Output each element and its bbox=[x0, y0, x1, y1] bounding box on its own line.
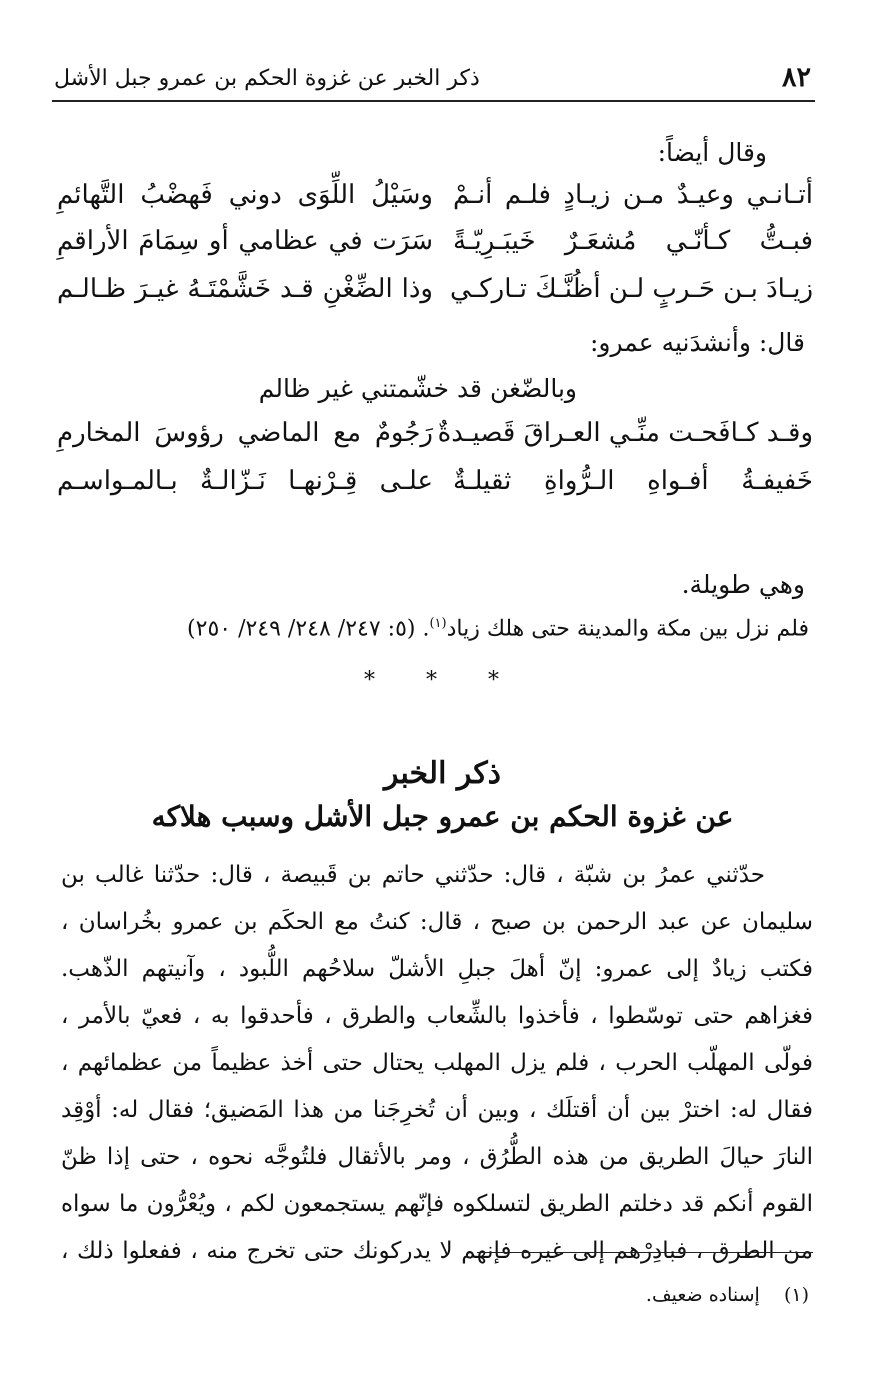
verse-1-second-hemistich: وسَيْلُ اللِّوَى دوني فَهضْبُ التَّهائمِ bbox=[57, 180, 433, 210]
citation-text: فلم نزل بين مكة والمدينة حتى هلك زياد bbox=[446, 616, 809, 642]
section-heading: ذكر الخبر bbox=[383, 756, 502, 791]
page-number: ٨٢ bbox=[781, 62, 811, 93]
body-line: فولّى المهلّب الحرب ، فلم يزل المهلب يحتال حتى أخذ عظيماً من عظمائهم ، bbox=[61, 1050, 813, 1076]
footnote-rule bbox=[477, 1252, 813, 1253]
body-line: فكتب زيادٌ إلى عمرو: إنّ أهلَ جبلِ الأشلّ سلاحُهم اللُّبود ، وآنيتهم الذّهب. bbox=[61, 956, 813, 982]
verse-5-second-hemistich: علـى قِـرْنهـا نَـزّالـةٌ بـالمـواسـم bbox=[57, 466, 433, 496]
footnote-text: إسناده ضعيف. bbox=[645, 1284, 760, 1306]
body-line: النارَ حيالَ الطريق من هذه الطُّرُق ، ومر بالأثقال فلتُوجَّه نحوه ، حتى إذا ظنّ bbox=[61, 1144, 813, 1170]
verse-2-second-hemistich: سَرَت في عظامي أو سِمَامَ الأراقمِ bbox=[57, 226, 433, 256]
page-header bbox=[52, 62, 815, 102]
poem2-intro: قال: وأنشدَنيه عمرو: bbox=[589, 328, 805, 357]
footnote bbox=[646, 1284, 809, 1306]
body-line: حدّثني عمرُ بن شبّة ، قال: حدّثني حاتم بن قَبيصة ، قال: حدّثنا غالب بن bbox=[61, 862, 765, 888]
verse-4-first-hemistich: وقـد كـافَحـت منِّـي العـراقَ قَصيـدةٌ bbox=[437, 418, 813, 448]
body-line: القوم أنكم قد دخلتم الطريق لتسلكوه فإنّهم يستجمعون لكم ، ويُعْرُّون ما سواه bbox=[61, 1191, 813, 1217]
verse-5-first-hemistich: خَفيفـةُ أفـواهِ الـرُّواةِ ثقيلـةٌ bbox=[453, 466, 813, 496]
body-line: من الطرق ، فبادِرْهم إلى غيره فإنهم لا يدركونك حتى تخرج منه ، ففعلوا ذلك ، bbox=[61, 1238, 813, 1264]
poem1-intro: وقال أيضاً: bbox=[657, 138, 767, 167]
footnote-marker: (١) bbox=[783, 1284, 809, 1306]
verse-4-second-hemistich: رَجُومٌ مع الماضي رؤوسَ المخارمِ bbox=[57, 418, 433, 448]
verse-2-first-hemistich: فبـتُّ كـأنّـي مُشعَـرٌ خَيبَـرِيّـةً bbox=[453, 226, 813, 256]
verse-3-first-hemistich: زيـادَ بـن حَـربٍ لـن أظُنَّـكَ تـاركـي bbox=[449, 274, 813, 304]
section-subheading: عن غزوة الحكم بن عمرو جبل الأشل وسبب هلاكه bbox=[151, 800, 734, 833]
section-separator: * * * bbox=[364, 668, 521, 693]
citation-line bbox=[187, 616, 809, 641]
verse-1-first-hemistich: أتـانـي وعيـدٌ مـن زيـادٍ فلـم أنـمْ bbox=[453, 180, 813, 210]
footnote-reference: (١) bbox=[429, 616, 447, 631]
body-line: فغزاهم حتى توسّطوا ، فأخذوا بالشِّعاب والطرق ، فأحدقوا به ، فعيّ بالأمر ، bbox=[61, 1003, 813, 1029]
poem-closing-note: وهي طويلة. bbox=[681, 570, 805, 599]
body-line: فقال له: اخترْ بين أن أقتلَك ، وبين أن تُخرِجَنا من هذا المَضيق؛ فقال له: أوْقِد bbox=[61, 1097, 813, 1123]
running-title: ذكر الخبر عن غزوة الحكم بن عمرو جبل الأشل bbox=[54, 66, 480, 91]
poem2-single-line: وبالضّغن قد خشّمتني غير ظالم bbox=[258, 374, 577, 403]
citation-reference: . (٥: ٢٤٧/ ٢٤٨/ ٢٤٩/ ٢٥٠) bbox=[187, 616, 430, 642]
verse-3-second-hemistich: وذا الضِّغْنِ قـد خَشَّمْتَـهُ غيـرَ ظـالـم bbox=[57, 274, 433, 304]
body-paragraph bbox=[61, 852, 813, 1275]
body-line: سليمان عن عبد الرحمن بن صبح ، قال: كنتُ مع الحكَم بن عمرو بخُراسان ، bbox=[61, 909, 813, 935]
